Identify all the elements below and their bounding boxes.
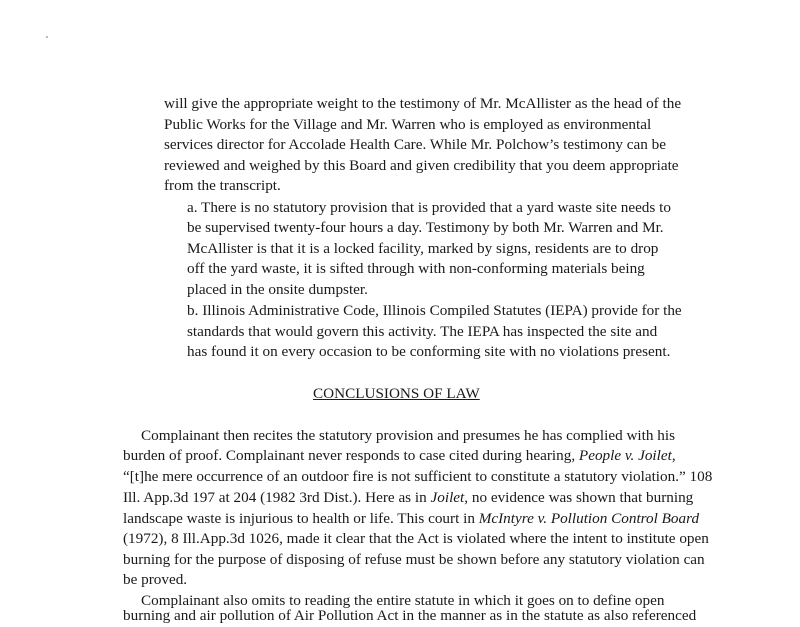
case-citation: People v. Joilet bbox=[578, 447, 672, 464]
case-citation: McIntyre v. Pollution Control Board bbox=[478, 510, 700, 527]
paragraph-line bbox=[123, 446, 676, 467]
text-run: burden of proof. Complainant never responds to case cited during hearing, bbox=[123, 447, 579, 464]
clipped-line-text: burning and air pollution of Air Pollution Act in the manner as in the statute as also referenced bbox=[123, 607, 697, 624]
point-a-line: placed in the onsite dumpster. bbox=[187, 281, 368, 298]
clipped-line bbox=[123, 607, 697, 624]
paragraph-line: Complainant then recites the statutory provision and presumes he has complied with his bbox=[141, 427, 675, 444]
scan-speck bbox=[46, 36, 48, 38]
paragraph-line: be proved. bbox=[123, 571, 188, 588]
paragraph-line: “[t]he mere occurrence of an outdoor fire is not sufficient to constitute a statutory violation.” 108 bbox=[123, 468, 713, 485]
paragraph-line: (1972), 8 Ill.App.3d 1026, made it clear that the Act is violated where the intent to institute open bbox=[123, 530, 709, 547]
paragraph-line: services director for Accolade Health Care. While Mr. Polchow’s testimony can be bbox=[164, 136, 667, 153]
paragraph-line: will give the appropriate weight to the testimony of Mr. McAllister as the head of the bbox=[164, 95, 682, 112]
paragraph-line bbox=[123, 488, 693, 509]
paragraph-line bbox=[123, 509, 699, 530]
point-a-line: off the yard waste, it is sifted through with non-conforming materials being bbox=[187, 260, 645, 277]
paragraph-line: reviewed and weighed by this Board and given credibility that you deem appropriate bbox=[164, 157, 679, 174]
paragraph-line: Complainant also omits to reading the entire statute in which it goes on to define open bbox=[141, 592, 665, 609]
section-heading: CONCLUSIONS OF LAW bbox=[313, 385, 480, 402]
paragraph-line: from the transcript. bbox=[164, 177, 281, 194]
text-run: , bbox=[671, 447, 676, 464]
paragraph-line: Public Works for the Village and Mr. Warren who is employed as environmental bbox=[164, 116, 652, 133]
text-run: Ill. App.3d 197 at 204 (1982 3rd Dist.). Here as in bbox=[123, 489, 431, 506]
point-a-line: a. There is no statutory provision that is provided that a yard waste site needs to bbox=[187, 199, 671, 216]
point-b-line: standards that would govern this activity. The IEPA has inspected the site and bbox=[187, 323, 658, 340]
point-b-line: has found it on every occasion to be conforming site with no violations present. bbox=[187, 343, 671, 360]
point-a-line: McAllister is that it is a locked facility, marked by signs, residents are to drop bbox=[187, 240, 659, 257]
text-run: landscape waste is injurious to health or life. This court in bbox=[123, 510, 479, 527]
point-b-line: b. Illinois Administrative Code, Illinois Compiled Statutes (IEPA) provide for the bbox=[187, 302, 682, 319]
text-run: , no evidence was shown that burning bbox=[464, 489, 694, 506]
point-a-line: be supervised twenty-four hours a day. Testimony by both Mr. Warren and Mr. bbox=[187, 219, 664, 236]
case-citation: Joilet bbox=[430, 489, 465, 506]
paragraph-line: burning for the purpose of disposing of refuse must be shown before any statutory violation can bbox=[123, 551, 705, 568]
